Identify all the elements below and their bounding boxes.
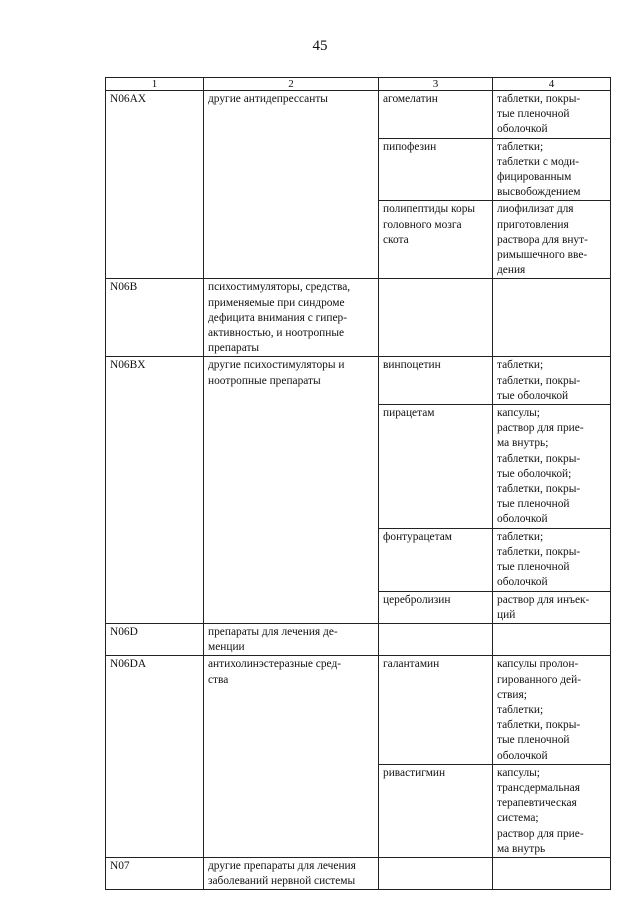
drug-name-line: пипофезин [383,140,437,153]
table-row [106,857,611,889]
dosage-form-line: таблетки; [497,530,544,543]
drug-name-line: скота [383,233,409,246]
dosage-form-line: капсулы пролон- [497,658,579,671]
drug-name-cell [379,656,493,764]
dosage-form-line: таблетки, покры- [497,719,581,732]
dosage-form-line: приготовления [497,218,569,231]
dosage-form-line: таблетки, покры- [497,374,581,387]
dosage-form-line: тые оболочкой; [497,467,572,480]
dosage-form-cell [493,91,611,139]
group-name-line: менции [208,641,245,654]
dosage-form-line: ма внутрь; [497,437,549,450]
dosage-form-line: лиофилизат для [497,203,574,216]
column-header: 1 [106,78,204,91]
dosage-form-line: оболочкой [497,123,548,136]
dosage-form-line: оболочкой [497,749,548,762]
drug-name-cell [379,201,493,279]
drug-name-line: винпоцетин [383,359,441,372]
dosage-form-line: тые оболочкой [497,389,569,402]
atc-code-cell: N06D [106,623,204,655]
table-row [106,357,611,405]
drug-name-line: головного мозга [383,218,462,231]
dosage-form-line: капсулы; [497,407,540,420]
dosage-form-line: ций [497,608,516,621]
group-name-line: применяемые при синдроме [208,296,345,309]
group-name-line: другие психостимуляторы и [208,359,345,372]
group-name-line: дефицита внимания с гипер- [208,311,348,324]
table-row [106,91,611,139]
atc-code-cell: N06BX [106,357,204,623]
group-name-line: другие антидепрессанты [208,93,328,105]
dosage-form-line: тые пленочной [497,108,570,121]
column-header: 2 [204,78,379,91]
dosage-form-line: ма внутрь [497,842,546,855]
group-name-cell [204,91,379,279]
dosage-form-line: трансдермальная [497,781,580,794]
dosage-form-line: система; [497,812,539,825]
drug-name-cell [379,138,493,201]
dosage-form-line: таблетки; [497,359,544,372]
drug-name-line: агомелатин [383,93,438,105]
dosage-form-cell [493,201,611,279]
drug-name-cell [379,528,493,591]
page-number: 45 [312,38,328,54]
header-row [106,78,611,91]
dosage-form-line: раствор для прие- [497,422,584,435]
dosage-form-line: таблетки; [497,703,544,716]
dosage-form-line: капсулы; [497,766,540,779]
group-name-line: ства [208,673,229,686]
dosage-form-cell [493,623,611,655]
drug-name-line: полипептиды коры [383,203,476,216]
dosage-form-line: таблетки, покры- [497,545,581,558]
dosage-form-line: таблетки с моди- [497,155,580,168]
group-name-line: психостимуляторы, средства, [208,281,351,294]
dosage-form-cell [493,857,611,889]
dosage-form-line: гированного дей- [497,673,581,686]
dosage-form-line: таблетки, покры- [497,483,581,496]
drug-name-cell [379,279,493,357]
group-name-cell [204,279,379,357]
atc-code-cell: N06AX [106,91,204,279]
group-name-line: активностью, и ноотропные [208,327,345,340]
dosage-form-line: тые пленочной [497,561,570,574]
column-header: 3 [379,78,493,91]
group-name-cell [204,857,379,889]
dosage-form-cell [493,405,611,529]
dosage-form-cell [493,591,611,623]
group-name-line: антихолинэстеразные сред- [208,658,342,671]
group-name-line: препараты [208,342,260,355]
dosage-form-line: таблетки, покры- [497,452,581,465]
drug-table [105,77,611,890]
column-header: 4 [493,78,611,91]
drug-name-line: ривастигмин [383,766,446,779]
drug-name-line: пирацетам [383,407,435,420]
group-name-line: препараты для лечения де- [208,625,338,638]
drug-name-cell [379,857,493,889]
dosage-form-line: тые пленочной [497,734,570,747]
atc-code-cell: N06B [106,279,204,357]
group-name-line: ноотропные препараты [208,374,321,387]
dosage-form-line: дения [497,264,526,277]
drug-name-cell [379,357,493,405]
dosage-form-cell [493,656,611,764]
dosage-form-line: раствора для внут- [497,233,588,246]
dosage-form-line: римышечного вве- [497,249,588,262]
dosage-form-line: фицированным [497,171,572,184]
drug-name-cell [379,405,493,529]
dosage-form-line: раствор для инъек- [497,593,590,606]
dosage-form-line: оболочкой [497,513,548,526]
group-name-cell [204,656,379,858]
group-name-line: заболеваний нервной системы [208,875,356,888]
dosage-form-line: раствор для прие- [497,827,584,840]
dosage-form-line: высвобождением [497,186,581,199]
dosage-form-cell [493,279,611,357]
dosage-form-line: тые пленочной [497,498,570,511]
dosage-form-line: таблетки, покры- [497,93,581,105]
dosage-form-line: терапевтическая [497,797,577,810]
dosage-form-line: оболочкой [497,576,548,589]
dosage-form-line: таблетки; [497,140,544,153]
drug-name-cell [379,764,493,857]
dosage-form-line: ствия; [497,688,527,701]
group-name-line: другие препараты для лечения [208,859,356,872]
drug-name-cell [379,91,493,139]
group-name-cell [204,623,379,655]
dosage-form-cell [493,357,611,405]
dosage-form-cell [493,764,611,857]
group-name-cell [204,357,379,623]
drug-name-cell [379,591,493,623]
table-row [106,279,611,357]
table-row [106,656,611,764]
table-body [106,91,611,890]
atc-code-cell: N07 [106,857,204,889]
atc-code-cell: N06DA [106,656,204,858]
drug-name-line: фонтурацетам [383,530,452,543]
drug-name-line: церебролизин [383,593,451,606]
dosage-form-cell [493,528,611,591]
drug-name-cell [379,623,493,655]
drug-name-line: галантамин [383,658,440,671]
dosage-form-cell [493,138,611,201]
table-row [106,623,611,655]
